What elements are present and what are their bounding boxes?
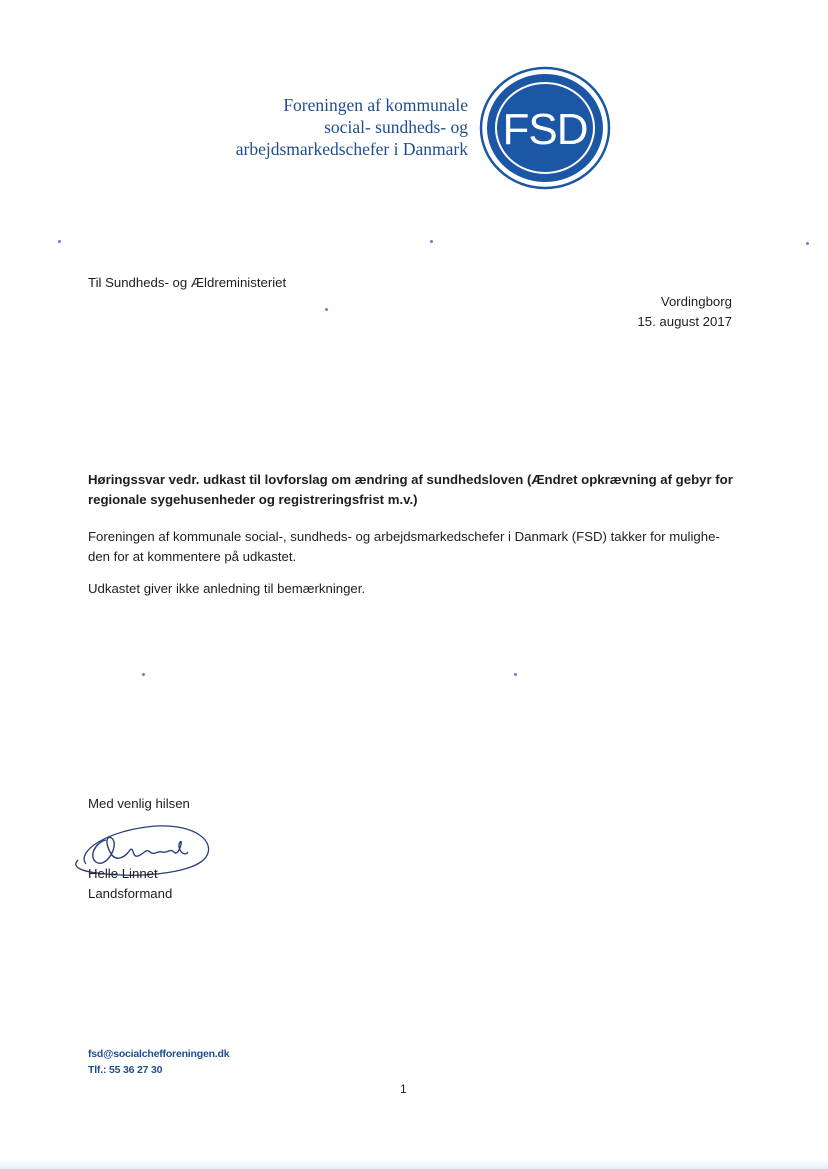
body-paragraph: Foreningen af kommunale social-, sundheds- og arbejdsmarkedschefer i Danmark (FSD) takker for mulighe-den for at kommentere på udkastet. [88, 529, 720, 564]
place: Vordingborg [660, 294, 732, 309]
scan-speck [430, 240, 433, 243]
scan-speck [806, 242, 809, 245]
org-name-line: arbejdsmarkedschefer i Danmark [235, 139, 468, 159]
recipient: Til Sundheds- og Ældreministeriet [88, 275, 287, 290]
org-name-line: Foreningen af kommunale [283, 95, 468, 115]
signatory-name: Helle Linnet [88, 866, 158, 881]
scan-speck [142, 673, 145, 676]
scan-speck [58, 240, 61, 243]
organization-name [108, 94, 468, 160]
date: 15. august 2017 [637, 314, 732, 329]
logo-text: FSD [502, 105, 588, 154]
footer-email: fsd@socialchefforeningen.dk [88, 1048, 230, 1060]
body-paragraph: Udkastet giver ikke anledning til bemærkninger. [88, 581, 366, 596]
footer-phone: Tlf.: 55 36 27 30 [88, 1064, 163, 1076]
fsd-logo [479, 66, 611, 190]
scan-speck [514, 673, 517, 676]
scan-speck [325, 308, 328, 311]
org-name-line: social- sundheds- og [324, 117, 468, 137]
page-number: 1 [400, 1082, 407, 1096]
signatory-title: Landsformand [88, 886, 173, 901]
subject: Høringssvar vedr. udkast til lovforslag om ændring af sundhedsloven (Ændret opkrævning af gebyr for regionale sygehusenheder og registreringsfrist m.v.) [88, 472, 733, 507]
scan-edge [0, 1159, 828, 1169]
greeting: Med venlig hilsen [88, 796, 190, 811]
